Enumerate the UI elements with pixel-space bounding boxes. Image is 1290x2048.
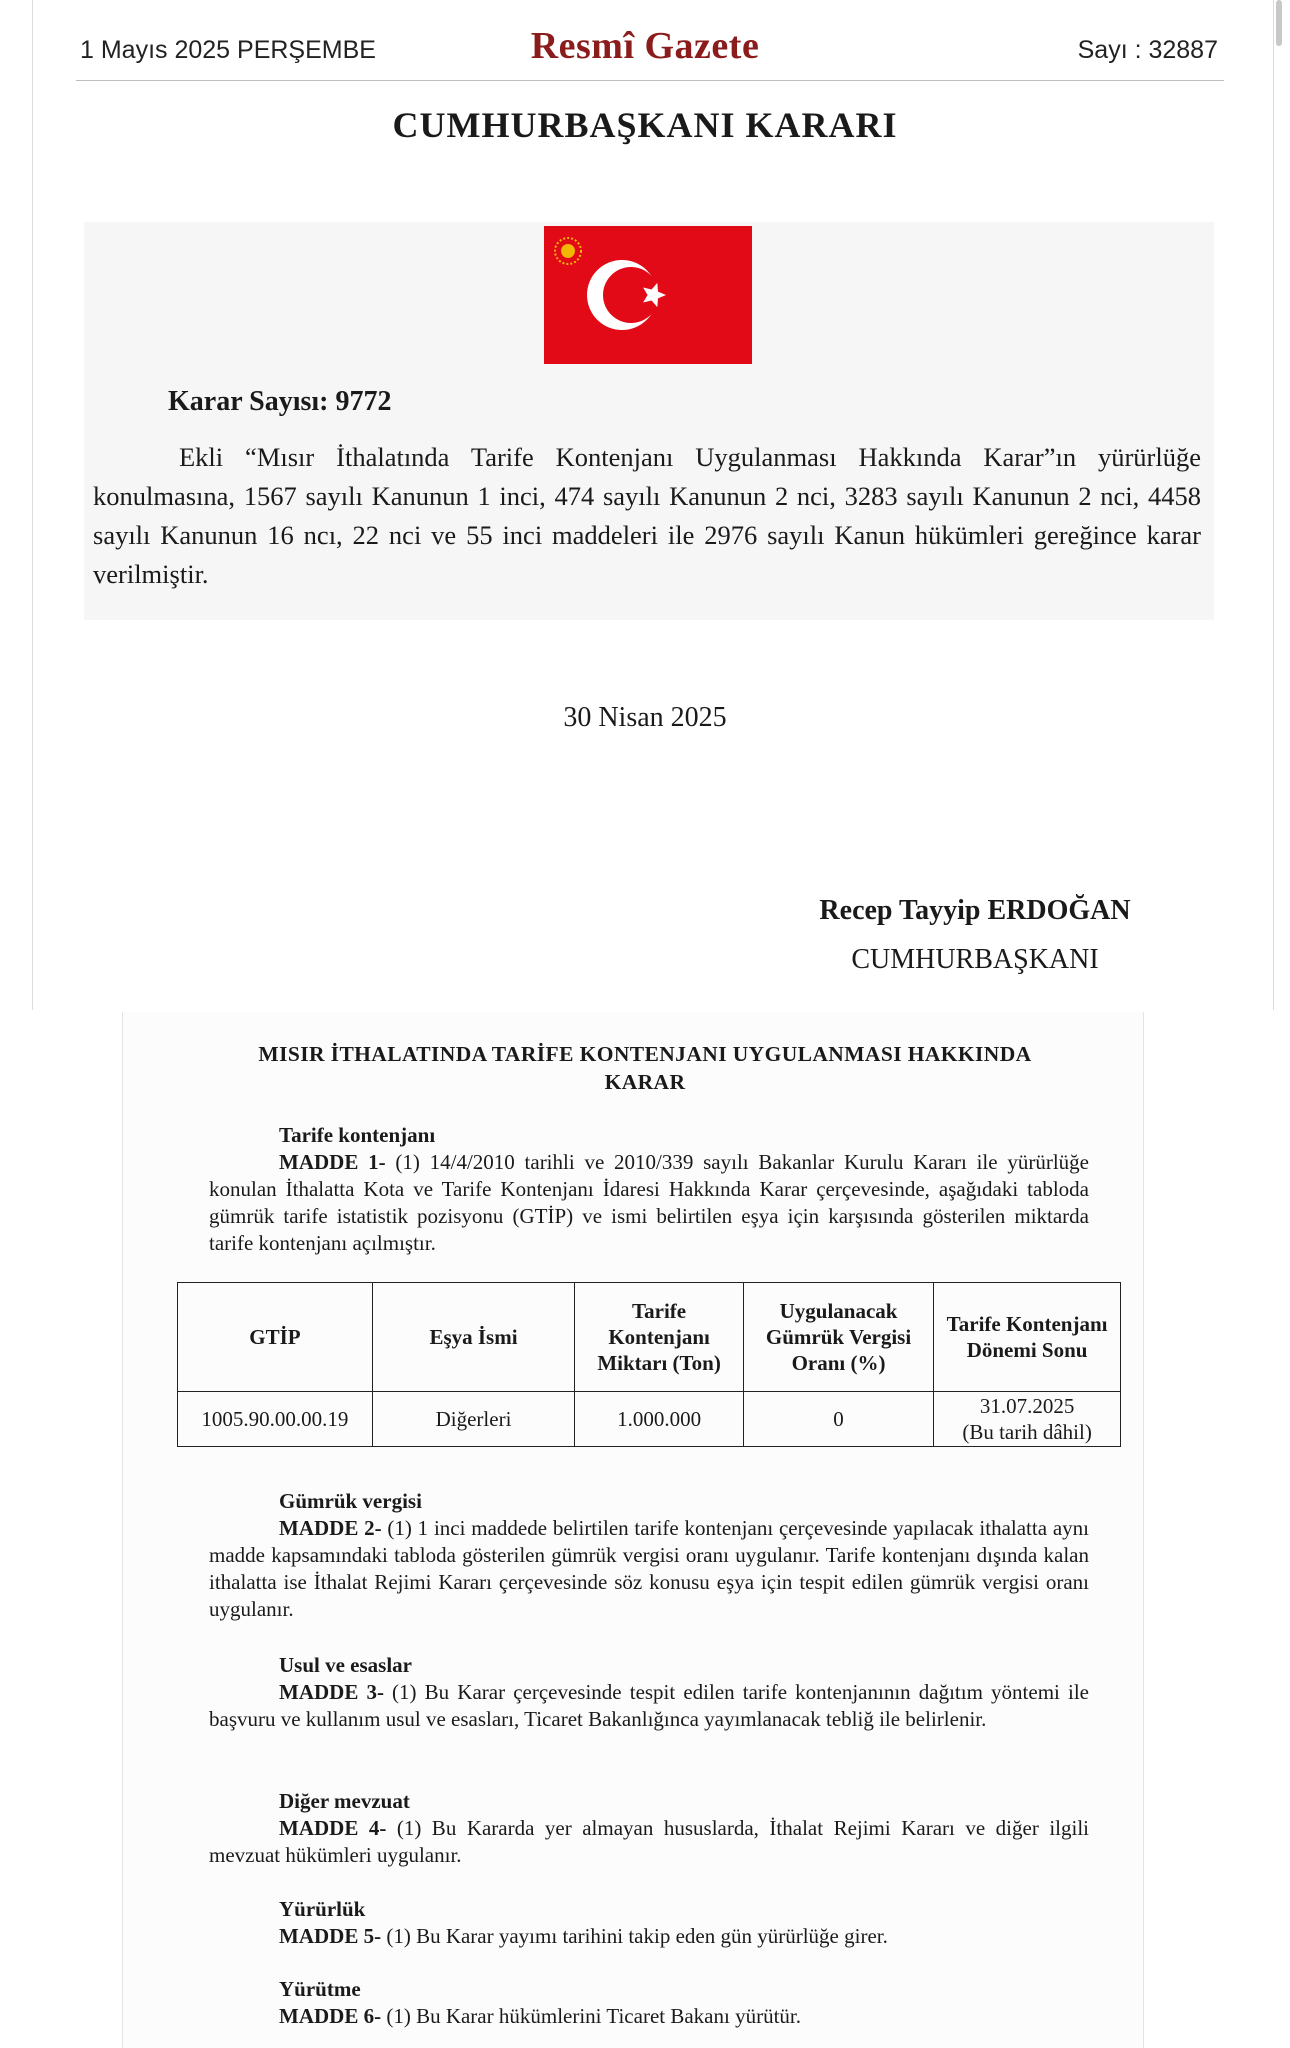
gazette-title: Resmî Gazete	[530, 25, 760, 67]
annex-title-line: MISIR İTHALATINDA TARİFE KONTENJANI UYGULANMASI HAKKINDA	[258, 1042, 1032, 1066]
article-number: MADDE 6-	[279, 2004, 382, 2028]
article-6	[209, 1976, 1089, 2030]
gazette-issue-number: Sayı : 32887	[1077, 36, 1218, 64]
table-header-row	[178, 1283, 1121, 1392]
article-heading: Usul ve esaslar	[279, 1653, 412, 1677]
article-text: (1) Bu Kararda yer almayan hususlarda, İthalat Rejimi Kararı ve diğer ilgili mevzuat hükümleri uygulanır.	[209, 1816, 1089, 1867]
article-body	[209, 1815, 1089, 1869]
column-header-period-end: Tarife Kontenjanı Dönemi Sonu	[934, 1283, 1121, 1392]
cell-goods-name: Diğerleri	[372, 1392, 574, 1447]
article-body	[209, 1923, 1089, 1950]
annex-title	[0, 1040, 1290, 1096]
cell-duty-rate: 0	[743, 1392, 933, 1447]
article-body	[209, 1679, 1089, 1733]
period-end-date: 31.07.2025	[979, 1394, 1075, 1418]
article-body	[209, 1515, 1089, 1623]
article-3	[209, 1652, 1089, 1733]
article-text: (1) Bu Karar hükümlerini Ticaret Bakanı yürütür.	[381, 2004, 801, 2028]
article-text: (1) 14/4/2010 tarihli ve 2010/339 sayılı Bakanlar Kurulu Kararı ile yürürlüğe konulan İthalatta Kota ve Tarife Kontenjanı İdaresi Hakkında Karar çerçevesinde, aşağıdaki tabloda gümrük tarife istatistik pozisyonu (GTİP) ve ismi belirtilen eşya için karşısında gösterilen miktarda tarife kontenjanı açılmıştır.	[209, 1150, 1089, 1255]
signer-title: CUMHURBAŞKANI	[851, 944, 1099, 975]
article-text: (1) 1 inci maddede belirtilen tarife kontenjanı çerçevesinde yapılacak ithalatta aynı madde kapsamındaki tabloda gösterilen gümrük vergisi oranı uygulanır. Tarife kontenjanı dışında kalan ithalatta ise İthalat Rejimi Kararı çerçevesinde söz konusu eşya için tespit edilen gümrük vergisi oranı uygulanır.	[209, 1516, 1089, 1621]
cell-period-end	[934, 1392, 1121, 1447]
article-number: MADDE 4-	[279, 1816, 387, 1840]
column-header-goods-name: Eşya İsmi	[372, 1283, 574, 1392]
article-heading: Diğer mevzuat	[279, 1789, 410, 1813]
column-header-quota-amount: Tarife Kontenjanı Miktarı (Ton)	[575, 1283, 744, 1392]
article-heading: Gümrük vergisi	[279, 1489, 422, 1513]
article-heading: Tarife kontenjanı	[279, 1123, 436, 1147]
article-number: MADDE 5-	[279, 1924, 382, 1948]
column-header-gtip: GTİP	[178, 1283, 373, 1392]
article-2	[209, 1488, 1089, 1623]
article-body	[209, 1149, 1089, 1257]
table-row	[178, 1392, 1121, 1447]
article-number: MADDE 2-	[279, 1516, 382, 1540]
article-1	[209, 1122, 1089, 1257]
header-divider	[76, 80, 1224, 81]
article-number: MADDE 3-	[279, 1680, 384, 1704]
article-text: (1) Bu Karar yayımı tarihini takip eden gün yürürlüğe girer.	[381, 1924, 888, 1948]
signer-name: Recep Tayyip ERDOĞAN	[819, 895, 1131, 926]
cell-gtip: 1005.90.00.00.19	[178, 1392, 373, 1447]
decision-body-text: Ekli “Mısır İthalatında Tarife Kontenjanı Uygulanması Hakkında Karar”ın yürürlüğe konulmasına, 1567 sayılı Kanunun 1 inci, 474 sayılı Kanunun 2 nci, 3283 sayılı Kanunun 2 nci, 4458 sayılı Kanunun 16 ncı, 22 nci ve 55 inci maddeleri ile 2976 sayılı Kanun hükümleri gereğince karar verilmiştir.	[93, 442, 1201, 589]
article-number: MADDE 1-	[279, 1150, 386, 1174]
annex-title-line: KARAR	[604, 1070, 686, 1094]
cell-quota-amount: 1.000.000	[575, 1392, 744, 1447]
signature-date: 30 Nisan 2025	[563, 702, 727, 733]
article-heading: Yürürlük	[279, 1897, 366, 1921]
article-4	[209, 1788, 1089, 1869]
document-type-heading: CUMHURBAŞKANI KARARI	[392, 105, 898, 145]
presidential-flag-icon	[544, 226, 752, 364]
article-5	[209, 1896, 1089, 1950]
period-end-note: (Bu tarih dâhil)	[962, 1420, 1092, 1444]
article-text: (1) Bu Karar çerçevesinde tespit edilen tarife kontenjanının dağıtım yöntemi ile başvuru ve kullanım usul ve esasları, Ticaret Bakanlığınca yayımlanacak tebliğ ile belirlenir.	[209, 1680, 1089, 1731]
decision-number: Karar Sayısı: 9772	[168, 386, 392, 417]
article-body	[209, 2003, 1089, 2030]
column-header-duty-rate: Uygulanacak Gümrük Vergisi Oranı (%)	[743, 1283, 933, 1392]
article-heading: Yürütme	[279, 1977, 361, 2001]
gazette-date: 1 Mayıs 2025 PERŞEMBE	[80, 36, 376, 64]
tariff-quota-table	[177, 1282, 1121, 1447]
